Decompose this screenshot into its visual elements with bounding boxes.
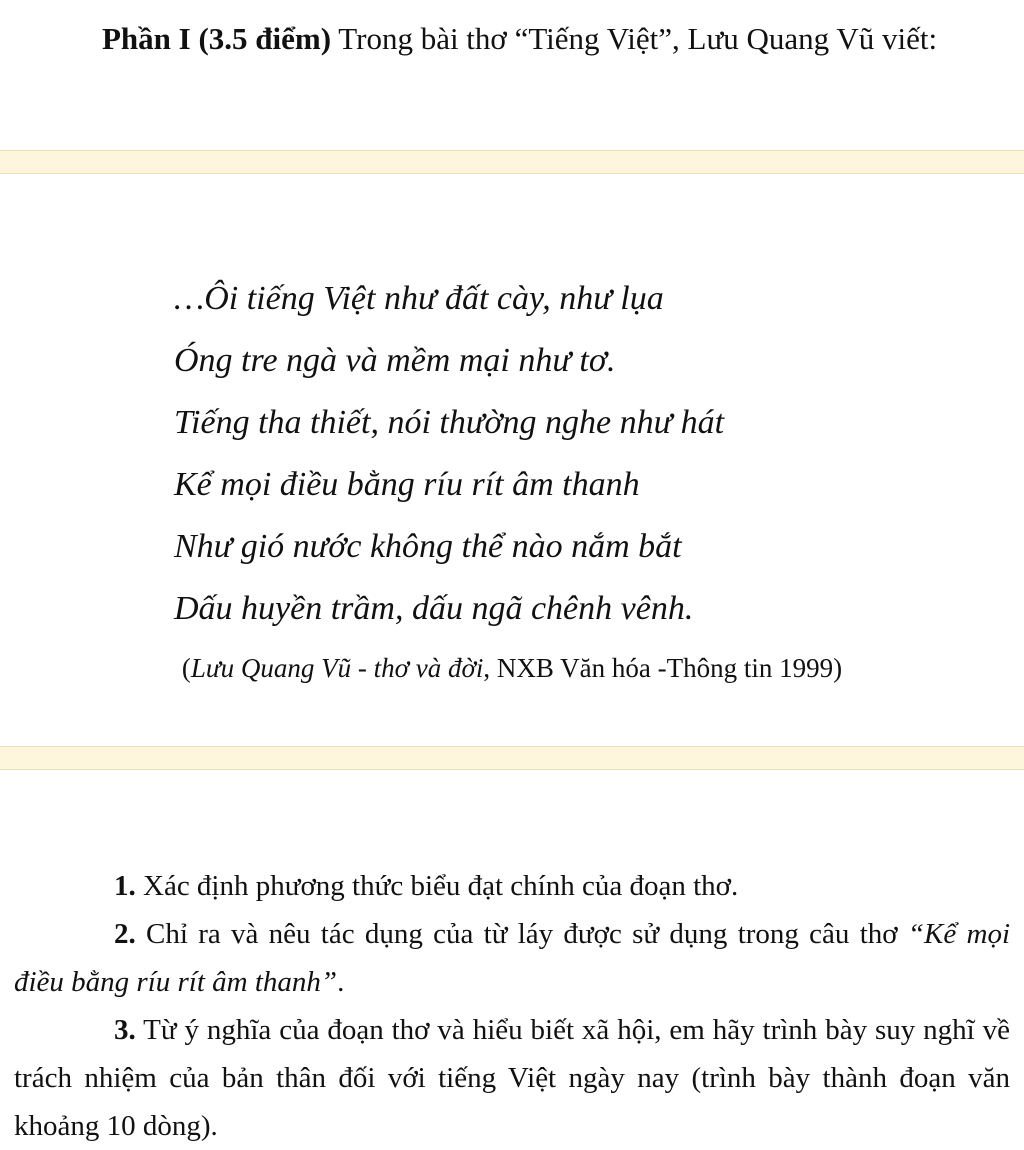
poem-line: …Ôi tiếng Việt như đất cày, như lụa xyxy=(174,280,664,317)
question-quote: “Kể mọi điều bằng ríu rít âm thanh” xyxy=(14,918,1010,998)
source-rest: , NXB Văn hóa -Thông tin 1999) xyxy=(483,653,843,683)
question-1 xyxy=(14,862,1010,910)
source-italic: Lưu Quang Vũ - thơ và đời xyxy=(190,653,484,683)
question-list xyxy=(14,862,1010,1150)
intro-text: Trong bài thơ “Tiếng Việt”, Lưu Quang Vũ viết: xyxy=(331,21,938,56)
highlight-band-bottom xyxy=(0,746,1024,770)
question-text: Xác định phương thức biểu đạt chính của đoạn thơ. xyxy=(135,870,739,902)
question-number: 3. xyxy=(114,1014,136,1046)
poem-line: Óng tre ngà và mềm mại như tơ. xyxy=(174,342,616,379)
intro-paragraph xyxy=(14,14,1010,64)
question-number: 1. xyxy=(114,870,136,902)
part-label: Phần I (3.5 điểm) xyxy=(102,21,332,56)
question-2 xyxy=(14,910,1010,1006)
question-text: Từ ý nghĩa của đoạn thơ và hiểu biết xã hội, em hãy trình bày suy nghĩ về trách nhiệm của bản thân đối với tiếng Việt ngày nay (trình bày thành đoạn văn khoảng 10 dòng). xyxy=(14,1014,1010,1142)
poem-source xyxy=(0,648,1024,688)
poem-excerpt xyxy=(174,268,724,640)
question-number: 2. xyxy=(114,918,136,950)
poem-line: Tiếng tha thiết, nói thường nghe như hát xyxy=(174,404,725,441)
source-open: ( xyxy=(181,653,191,683)
question-3 xyxy=(14,1006,1010,1150)
question-text: Chỉ ra và nêu tác dụng của từ láy được sử dụng trong câu thơ xyxy=(135,918,908,950)
poem-line: Dấu huyền trầm, dấu ngã chênh vênh. xyxy=(174,590,694,627)
poem-line: Kể mọi điều bằng ríu rít âm thanh xyxy=(174,466,640,503)
question-end: . xyxy=(337,966,345,998)
highlight-band-top xyxy=(0,150,1024,174)
poem-line: Như gió nước không thể nào nắm bắt xyxy=(174,528,682,565)
